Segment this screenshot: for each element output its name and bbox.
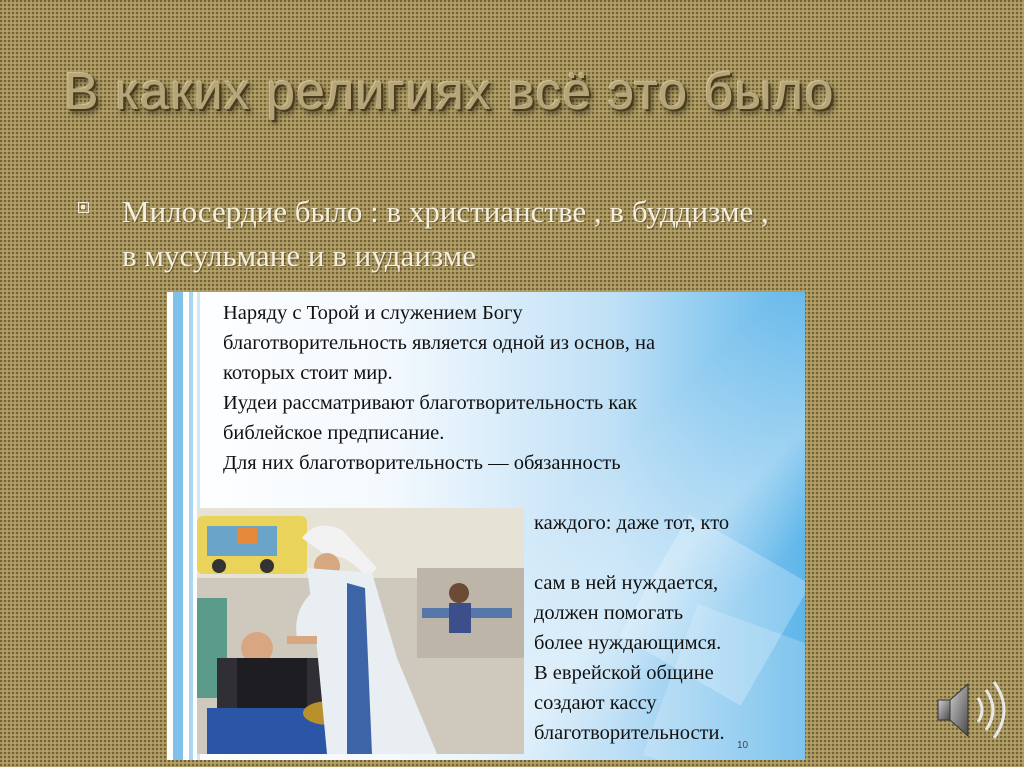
slide-page-number: 10	[737, 740, 749, 751]
slide-side-line: должен помогать	[534, 602, 684, 624]
slide-side-text	[534, 508, 794, 748]
slide-text-line: благотворительность является одной из основ, на	[223, 332, 656, 354]
bullet-text	[122, 190, 982, 278]
slide-text-line: Наряду с Торой и служением Богу	[223, 302, 523, 324]
slide-side-line: каждого: даже тот, кто	[534, 512, 730, 534]
slide-text-line: Иудеи рассматривают благотворительность как	[223, 392, 638, 414]
slide-side-line: более нуждающимся.	[534, 632, 722, 654]
slide-side-line: сам в ней нуждается,	[534, 572, 719, 594]
slide-text-line: библейское предписание.	[223, 422, 445, 444]
bullet-line-2: в мусульмане и в иудаизме	[122, 238, 477, 273]
decor-stripe	[189, 292, 193, 760]
photo-illustration	[197, 508, 524, 754]
slide-text-line: Для них благотворительность — обязанность	[223, 452, 621, 474]
slide-side-line: создают кассу	[534, 692, 657, 714]
slide-side-line	[534, 538, 794, 568]
speaker-audio-icon[interactable]	[932, 672, 1012, 752]
slide-text-line: которых стоит мир.	[223, 362, 393, 384]
square-bullet-icon	[78, 202, 89, 213]
speaker-icon-graphic	[932, 672, 1012, 752]
slide-side-line: благотворительности.	[534, 722, 725, 744]
slide-title: В каких религиях всё это было	[64, 63, 835, 121]
photo-nun-feeding-child	[197, 508, 524, 754]
slide-side-line: В еврейской общине	[534, 662, 714, 684]
embedded-slide-image	[167, 292, 805, 760]
decor-stripe	[173, 292, 183, 760]
bullet-line-1: Милосердие было : в христианстве , в буддизме ,	[122, 194, 769, 229]
slide-paragraph	[223, 298, 783, 478]
